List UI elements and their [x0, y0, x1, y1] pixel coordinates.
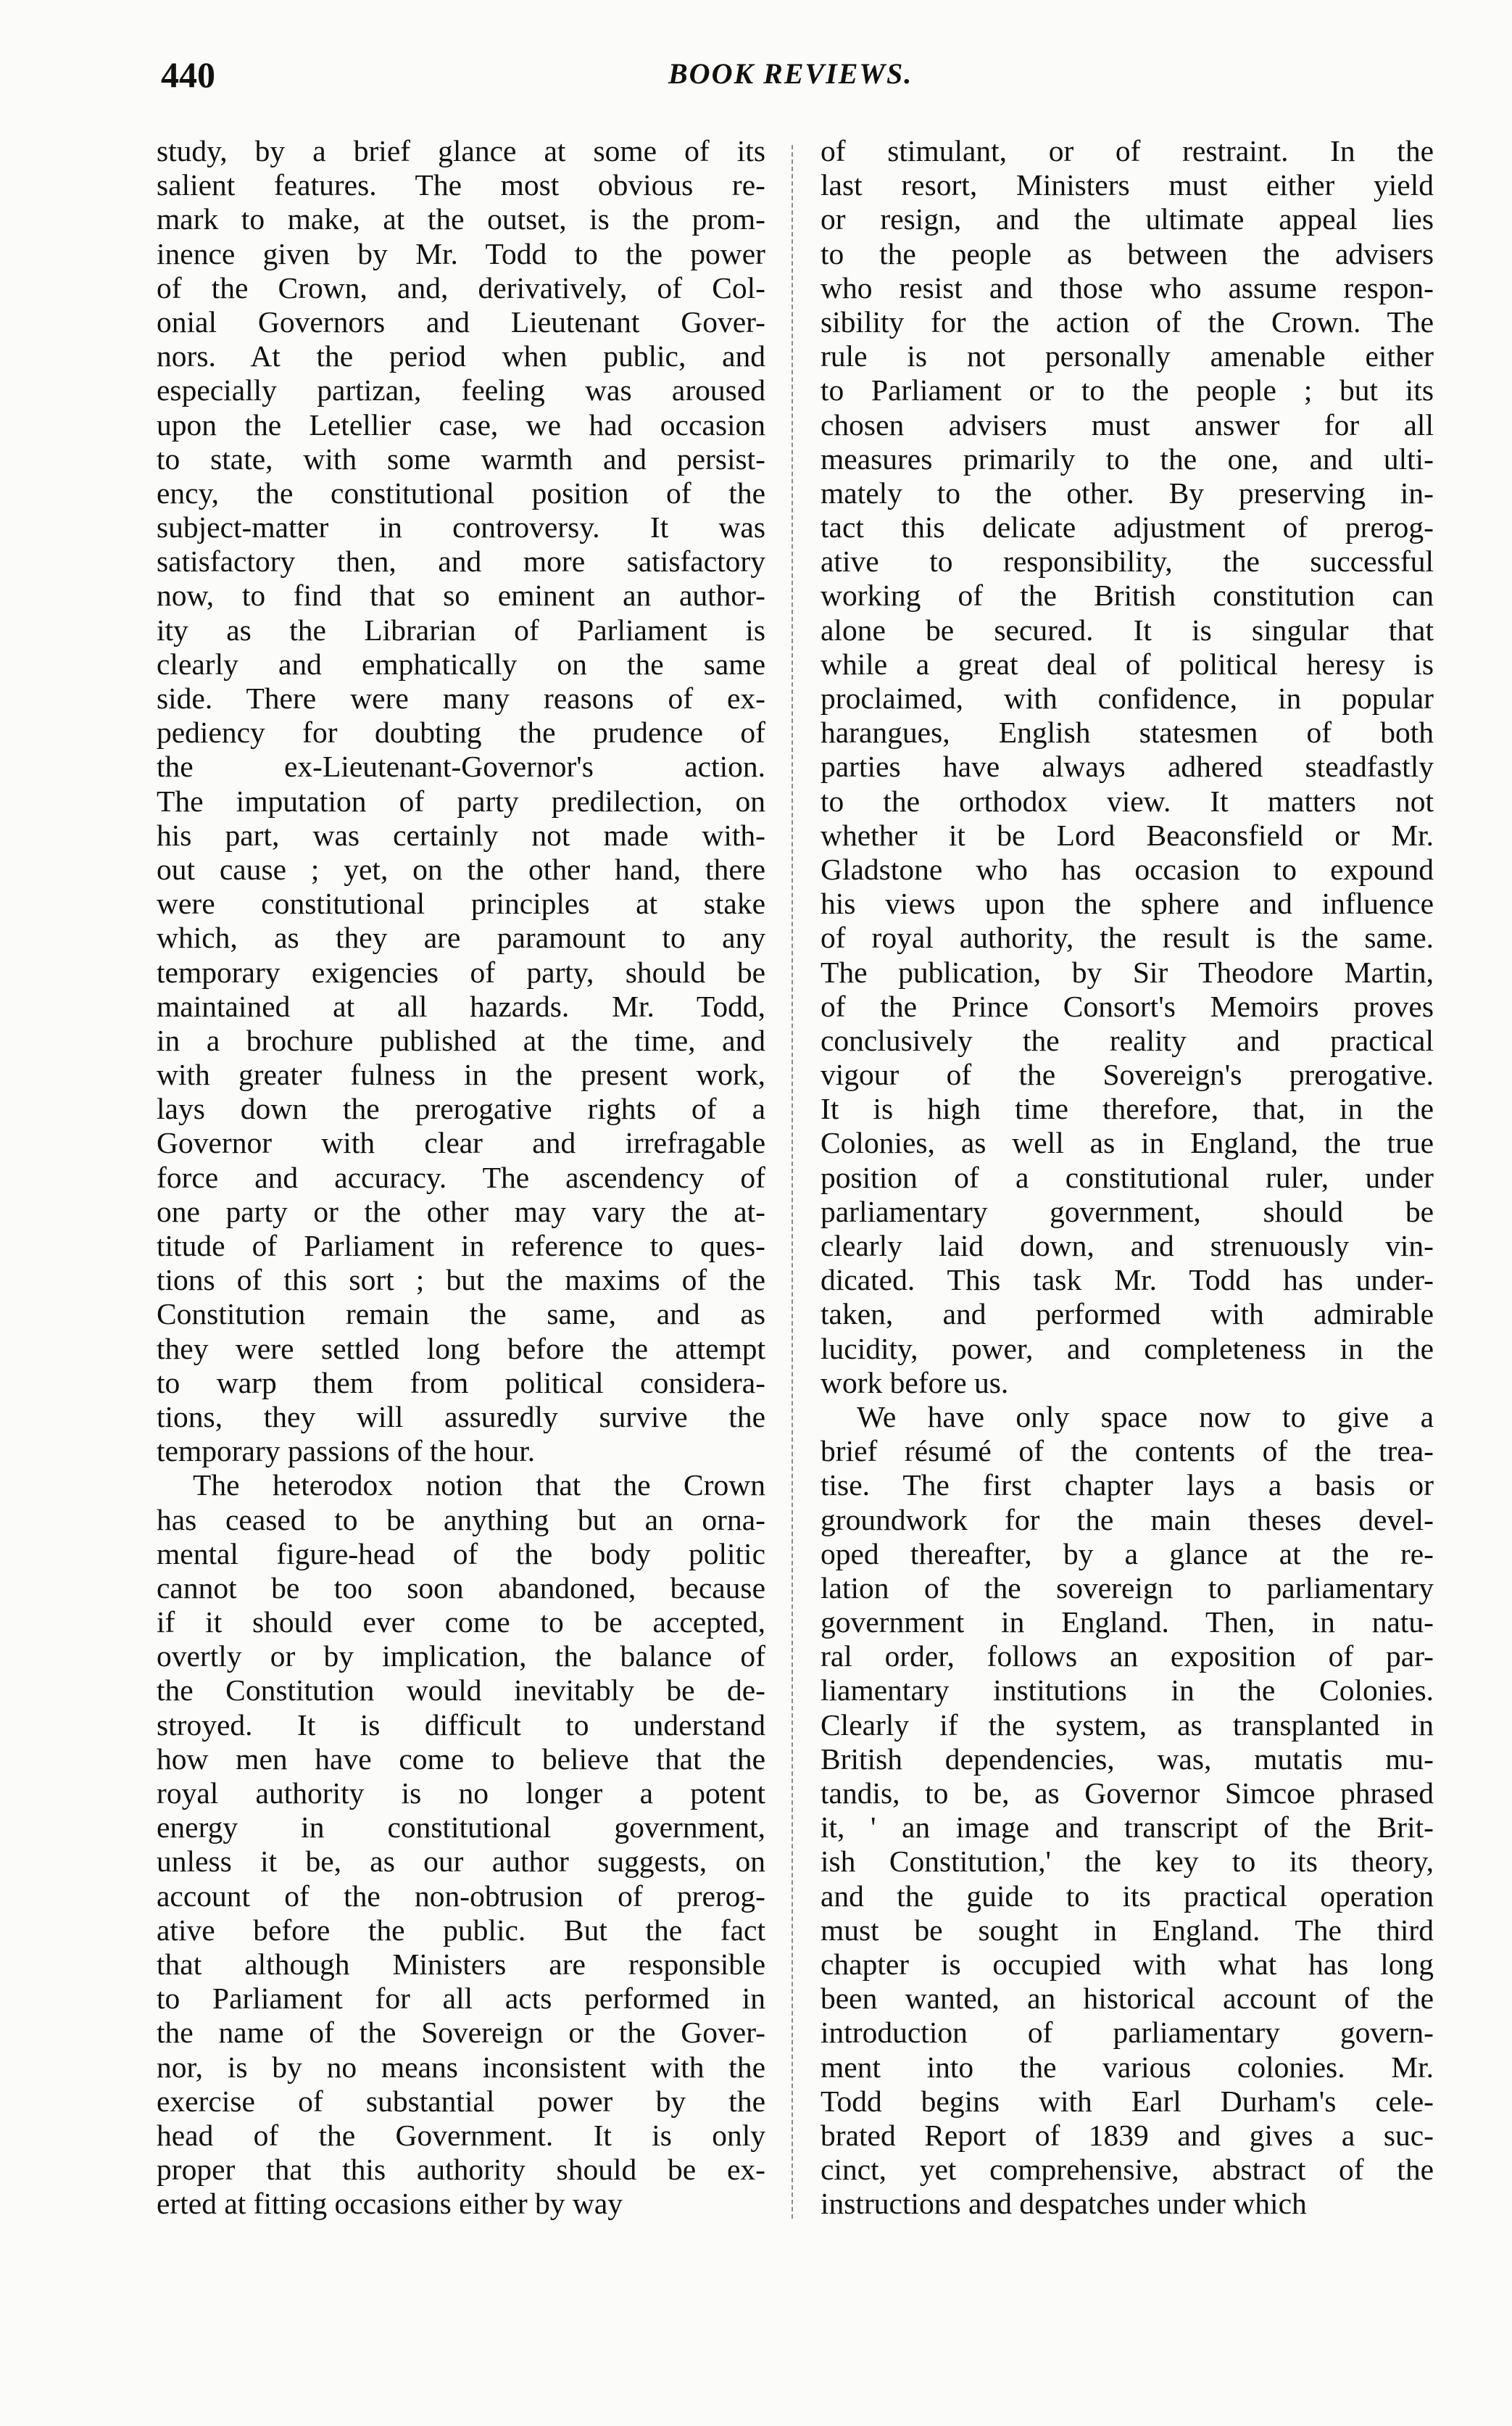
text-line: head of the Government. It is only: [157, 2118, 765, 2152]
text-line: temporary exigencies of party, should be: [157, 955, 765, 989]
text-line: erted at fitting occasions either by way: [157, 2187, 623, 2221]
text-line: pediency for doubting the prudence of: [157, 716, 765, 750]
text-line: The imputation of party predilection, on: [157, 784, 765, 818]
text-line: to the people as between the advisers: [821, 236, 1434, 270]
text-line: taken, and performed with admirable: [821, 1297, 1434, 1331]
text-line: if it should ever come to be accepted,: [157, 1605, 765, 1639]
text-line: tandis, to be, as Governor Simcoe phrased: [821, 1776, 1434, 1810]
text-line: British dependencies, was, mutatis mu-: [821, 1742, 1434, 1776]
text-line: ative to responsibility, the successful: [821, 545, 1434, 579]
text-line: of stimulant, or of restraint. In the: [821, 134, 1434, 167]
text-line: proper that this authority should be ex-: [157, 2153, 765, 2187]
page-number: 440: [161, 54, 215, 95]
text-line: tise. The first chapter lays a basis or: [821, 1468, 1434, 1502]
text-line: Todd begins with Earl Durham's cele-: [821, 2084, 1434, 2118]
text-line: vigour of the Sovereign's prerogative.: [821, 1058, 1434, 1092]
text-line: of the Prince Consort's Memoirs proves: [821, 989, 1434, 1023]
text-line: the ex-Lieutenant-Governor's action.: [157, 750, 765, 784]
text-line: titude of Parliament in reference to ques-: [157, 1229, 765, 1262]
text-line: were constitutional principles at stake: [157, 887, 765, 921]
text-line: introduction of parliamentary govern-: [821, 2016, 1434, 2050]
text-line: whether it be Lord Beaconsfield or Mr.: [821, 818, 1434, 852]
text-line: energy in constitutional government,: [157, 1810, 765, 1845]
text-line: tions, they will assuredly survive the: [157, 1399, 765, 1433]
text-line: cannot be too soon abandoned, because: [157, 1570, 765, 1605]
text-line: Colonies, as well as in England, the true: [821, 1126, 1434, 1160]
text-line: stroyed. It is difficult to understand: [157, 1707, 765, 1742]
text-line: ral order, follows an exposition of par-: [821, 1639, 1434, 1673]
text-line: one party or the other may vary the at-: [157, 1194, 765, 1228]
text-line: Governor with clear and irrefragable: [157, 1126, 765, 1160]
text-line: with greater fulness in the present work,: [157, 1058, 765, 1092]
text-line: inence given by Mr. Todd to the power: [157, 236, 765, 270]
text-line: the name of the Sovereign or the Gover-: [157, 2016, 765, 2050]
text-line: of the Crown, and, derivatively, of Col-: [157, 270, 765, 305]
text-line: lays down the prerogative rights of a: [157, 1092, 765, 1126]
text-line: rule is not personally amenable either: [821, 339, 1434, 373]
text-line: oped thereafter, by a glance at the re-: [821, 1536, 1434, 1570]
page-header: [161, 54, 1437, 112]
text-line: maintained at all hazards. Mr. Todd,: [157, 989, 765, 1023]
text-line: mark to make, at the outset, is the prom-: [157, 202, 765, 236]
text-line: clearly laid down, and strenuously vin-: [821, 1229, 1434, 1262]
text-line: salient features. The most obvious re-: [157, 168, 765, 202]
text-line: upon the Letellier case, we had occasion: [157, 407, 765, 442]
text-line: clearly and emphatically on the same: [157, 647, 765, 681]
text-line: government in England. Then, in natu-: [821, 1605, 1434, 1639]
text-line: brief résumé of the contents of the trea-: [821, 1434, 1434, 1468]
text-line: unless it be, as our author suggests, on: [157, 1845, 765, 1879]
text-line: to state, with some warmth and persist-: [157, 442, 765, 476]
text-line: while a great deal of political heresy is: [821, 647, 1434, 681]
text-line: chosen advisers must answer for all: [821, 407, 1434, 442]
text-line: or resign, and the ultimate appeal lies: [821, 202, 1434, 236]
text-line: mately to the other. By preserving in-: [821, 476, 1434, 510]
text-line: nors. At the period when public, and: [157, 339, 765, 373]
text-line: ity as the Librarian of Parliament is: [157, 613, 765, 647]
text-line: royal authority is no longer a potent: [157, 1776, 765, 1810]
text-line: tact this delicate adjustment of prerog-: [821, 510, 1434, 545]
text-line: account of the non-obtrusion of prerog-: [157, 1879, 765, 1913]
text-line: now, to find that so eminent an author-: [157, 579, 765, 613]
text-line: study, by a brief glance at some of its: [157, 134, 765, 167]
text-line: it, ' an image and transcript of the Brit-: [821, 1810, 1434, 1845]
text-line: instructions and despatches under which: [821, 2187, 1307, 2221]
text-line: tions of this sort ; but the maxims of the: [157, 1263, 765, 1297]
text-line: which, as they are paramount to any: [157, 921, 765, 955]
text-line: how men have come to believe that the: [157, 1742, 765, 1776]
text-line: nor, is by no means inconsistent with the: [157, 2050, 765, 2084]
text-line: liamentary institutions in the Colonies.: [821, 1673, 1434, 1707]
text-line: working of the British constitution can: [821, 579, 1434, 613]
text-line: lucidity, power, and completeness in the: [821, 1331, 1434, 1365]
text-line: to Parliament or to the people ; but its: [821, 373, 1434, 407]
text-line: sibility for the action of the Crown. The: [821, 305, 1434, 339]
text-line: position of a constitutional ruler, under: [821, 1160, 1434, 1194]
text-line: The publication, by Sir Theodore Martin,: [821, 955, 1434, 989]
text-line: parties have always adhered steadfastly: [821, 750, 1434, 784]
text-line: dicated. This task Mr. Todd has under-: [821, 1263, 1434, 1297]
text-line: We have only space now to give a: [857, 1399, 1434, 1433]
text-line: conclusively the reality and practical: [821, 1023, 1434, 1057]
text-line: measures primarily to the one, and ulti-: [821, 442, 1434, 476]
text-line: to warp them from political considera-: [157, 1365, 765, 1399]
text-line: and the guide to its practical operation: [821, 1879, 1434, 1913]
text-line: who resist and those who assume respon-: [821, 270, 1434, 305]
text-line: proclaimed, with confidence, in popular: [821, 682, 1434, 715]
text-line: lation of the sovereign to parliamentary: [821, 1570, 1434, 1605]
text-line: the Constitution would inevitably be de-: [157, 1673, 765, 1707]
text-line: brated Report of 1839 and gives a suc-: [821, 2118, 1434, 2152]
text-line: been wanted, an historical account of the: [821, 1982, 1434, 2016]
text-line: mental figure-head of the body politic: [157, 1536, 765, 1570]
text-line: ish Constitution,' the key to its theory,: [821, 1845, 1434, 1879]
text-line: in a brochure published at the time, and: [157, 1023, 765, 1057]
text-line: temporary passions of the hour.: [157, 1434, 536, 1468]
left-column: [157, 134, 765, 2221]
text-line: of royal authority, the result is the same.: [821, 921, 1434, 955]
text-line: out cause ; yet, on the other hand, there: [157, 852, 765, 886]
text-line: especially partizan, feeling was aroused: [157, 373, 765, 407]
text-line: overtly or by implication, the balance of: [157, 1639, 765, 1673]
text-line: that although Ministers are responsible: [157, 1947, 765, 1981]
text-line: It is high time therefore, that, in the: [821, 1092, 1434, 1126]
text-line: to the orthodox view. It matters not: [821, 784, 1434, 818]
text-line: ency, the constitutional position of the: [157, 476, 765, 510]
text-line: side. There were many reasons of ex-: [157, 682, 765, 715]
text-line: force and accuracy. The ascendency of: [157, 1160, 765, 1194]
text-line: ative before the public. But the fact: [157, 1913, 765, 1947]
text-line: exercise of substantial power by the: [157, 2084, 765, 2118]
text-line: The heterodox notion that the Crown: [193, 1468, 765, 1502]
text-line: ment into the various colonies. Mr.: [821, 2050, 1434, 2084]
text-line: cinct, yet comprehensive, abstract of the: [821, 2153, 1434, 2187]
text-line: has ceased to be anything but an orna-: [157, 1502, 765, 1536]
text-line: alone be secured. It is singular that: [821, 613, 1434, 647]
text-line: parliamentary government, should be: [821, 1194, 1434, 1228]
text-line: onial Governors and Lieutenant Gover-: [157, 305, 765, 339]
text-line: Clearly if the system, as transplanted in: [821, 1707, 1434, 1742]
text-line: to Parliament for all acts performed in: [157, 1982, 765, 2016]
text-line: his part, was certainly not made with-: [157, 818, 765, 852]
text-line: groundwork for the main theses devel-: [821, 1502, 1434, 1536]
text-line: his views upon the sphere and influence: [821, 887, 1434, 921]
text-line: work before us.: [821, 1365, 1009, 1399]
text-line: Gladstone who has occasion to expound: [821, 852, 1434, 886]
text-line: subject-matter in controversy. It was: [157, 510, 765, 545]
running-title: BOOK REVIEWS.: [668, 57, 913, 90]
text-line: last resort, Ministers must either yield: [821, 168, 1434, 202]
text-line: chapter is occupied with what has long: [821, 1947, 1434, 1981]
text-line: Constitution remain the same, and as: [157, 1297, 765, 1331]
column-divider: [792, 145, 793, 2219]
text-line: satisfactory then, and more satisfactory: [157, 545, 765, 579]
right-column: [821, 134, 1434, 2221]
text-line: harangues, English statesmen of both: [821, 716, 1434, 750]
text-line: they were settled long before the attempt: [157, 1331, 765, 1365]
text-line: must be sought in England. The third: [821, 1913, 1434, 1947]
